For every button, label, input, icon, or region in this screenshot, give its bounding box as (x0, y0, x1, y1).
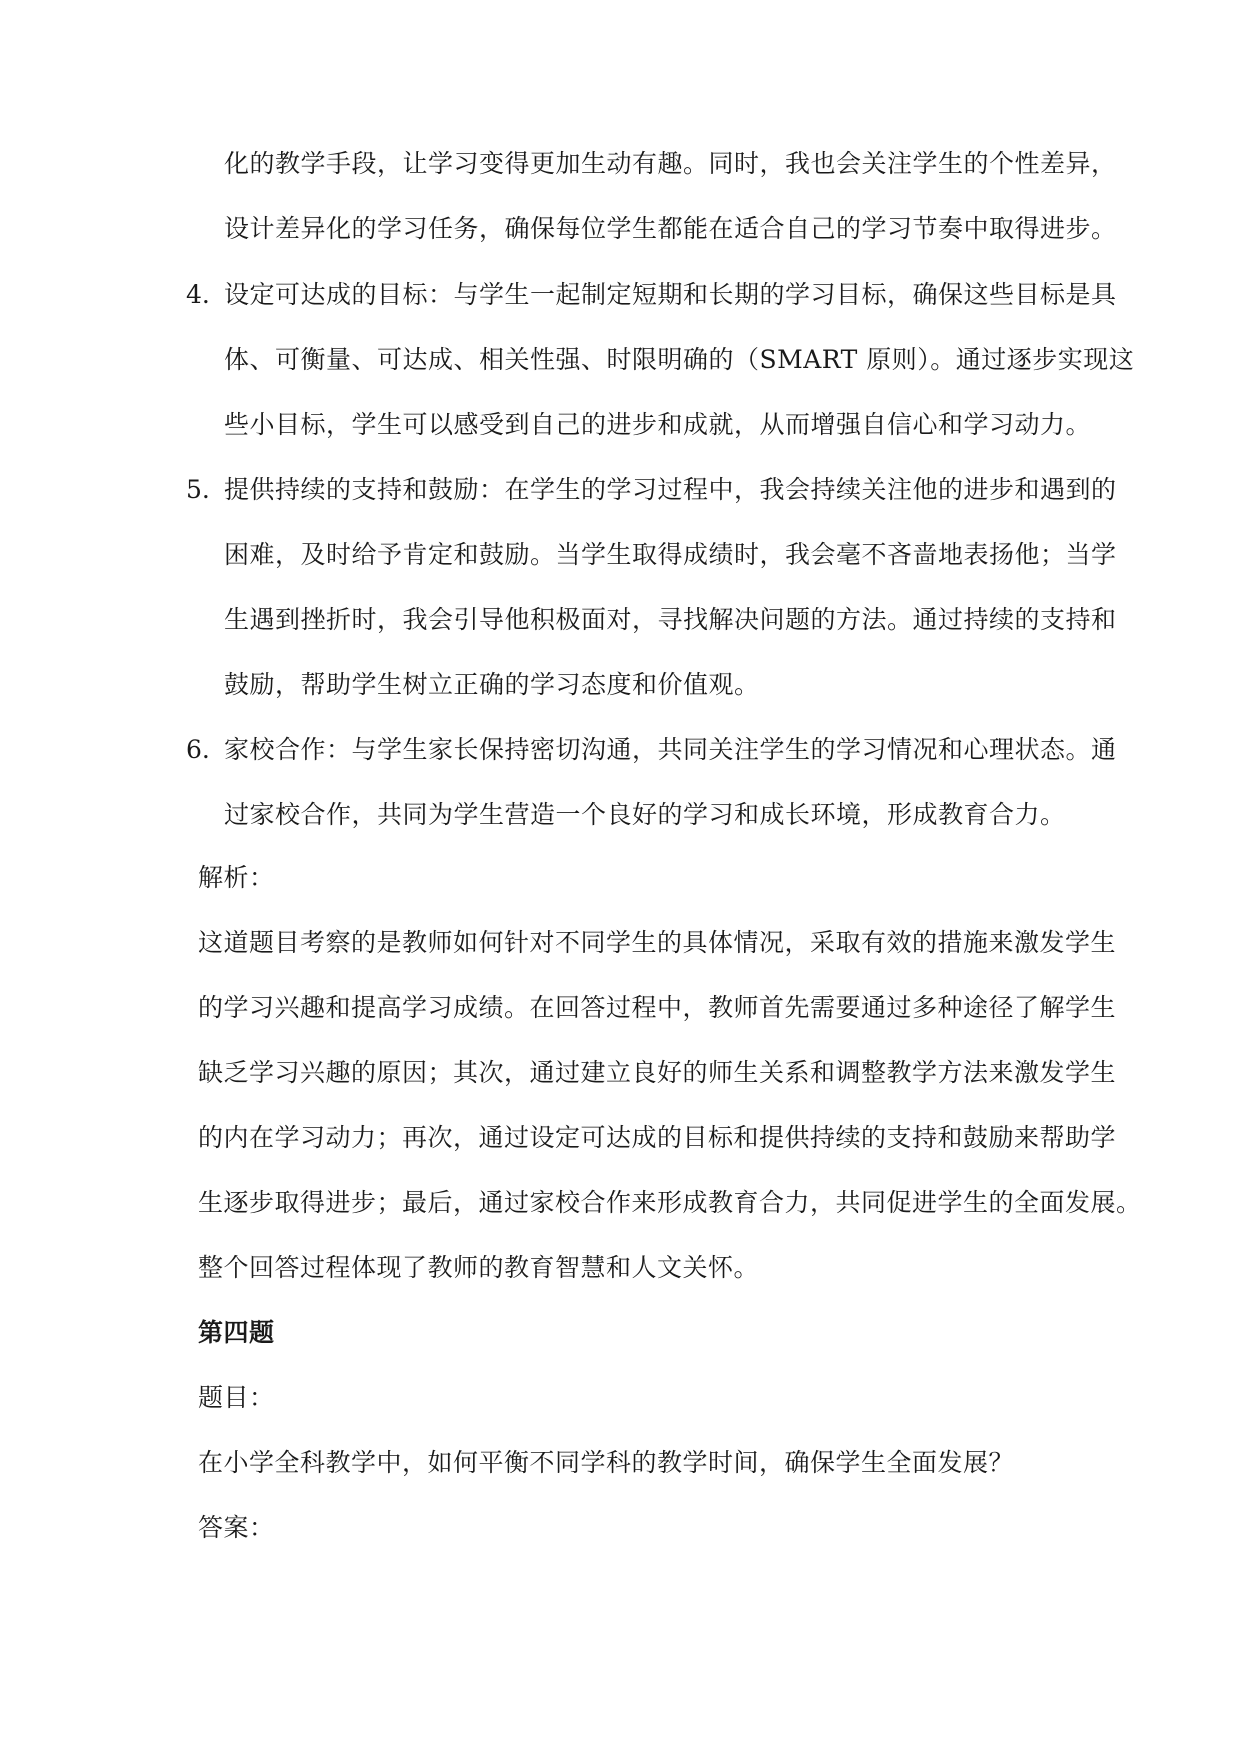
list-item-line: 体、可衡量、可达成、相关性强、时限明确的（SMART 原则）。通过逐步实现这 (224, 345, 1135, 374)
list-item-line: 过家校合作，共同为学生营造一个良好的学习和成长环境，形成教育合力。 (224, 800, 1066, 829)
analysis-line: 生逐步取得进步；最后，通过家校合作来形成教育合力，共同促进学生的全面发展。 (198, 1188, 1142, 1217)
question-label: 题目： (198, 1383, 275, 1412)
analysis-label: 解析： (198, 863, 275, 892)
list-item-line: 设定可达成的目标：与学生一起制定短期和长期的学习目标，确保这些目标是具 (224, 280, 1117, 309)
list-item-line: 提供持续的支持和鼓励：在学生的学习过程中，我会持续关注他的进步和遇到的 (224, 475, 1117, 504)
list-item-number: 4. (186, 280, 210, 309)
list-item-number: 6. (186, 735, 210, 764)
list-item-line: 家校合作：与学生家长保持密切沟通，共同关注学生的学习情况和心理状态。通 (224, 735, 1117, 764)
question-text: 在小学全科教学中，如何平衡不同学科的教学时间，确保学生全面发展？ (198, 1448, 1015, 1477)
paragraph-line: 化的教学手段，让学习变得更加生动有趣。同时，我也会关注学生的个性差异， (224, 149, 1117, 178)
analysis-line: 整个回答过程体现了教师的教育智慧和人文关怀。 (198, 1253, 760, 1282)
analysis-line: 的学习兴趣和提高学习成绩。在回答过程中，教师首先需要通过多种途径了解学生 (198, 993, 1117, 1022)
paragraph-line: 设计差异化的学习任务，确保每位学生都能在适合自己的学习节奏中取得进步。 (224, 214, 1117, 243)
list-item-line: 困难，及时给予肯定和鼓励。当学生取得成绩时，我会毫不吝啬地表扬他；当学 (224, 540, 1117, 569)
list-item-number: 5. (186, 475, 210, 504)
list-item-line: 生遇到挫折时，我会引导他积极面对，寻找解决问题的方法。通过持续的支持和 (224, 605, 1117, 634)
analysis-line: 缺乏学习兴趣的原因；其次，通过建立良好的师生关系和调整教学方法来激发学生 (198, 1058, 1117, 1087)
list-item-line: 鼓励，帮助学生树立正确的学习态度和价值观。 (224, 670, 760, 699)
analysis-line: 的内在学习动力；再次，通过设定可达成的目标和提供持续的支持和鼓励来帮助学 (198, 1123, 1117, 1152)
section-heading: 第四题 (198, 1318, 275, 1347)
analysis-line: 这道题目考察的是教师如何针对不同学生的具体情况，采取有效的措施来激发学生 (198, 928, 1117, 957)
answer-label: 答案： (198, 1513, 275, 1542)
list-item-line: 些小目标，学生可以感受到自己的进步和成就，从而增强自信心和学习动力。 (224, 410, 1092, 439)
